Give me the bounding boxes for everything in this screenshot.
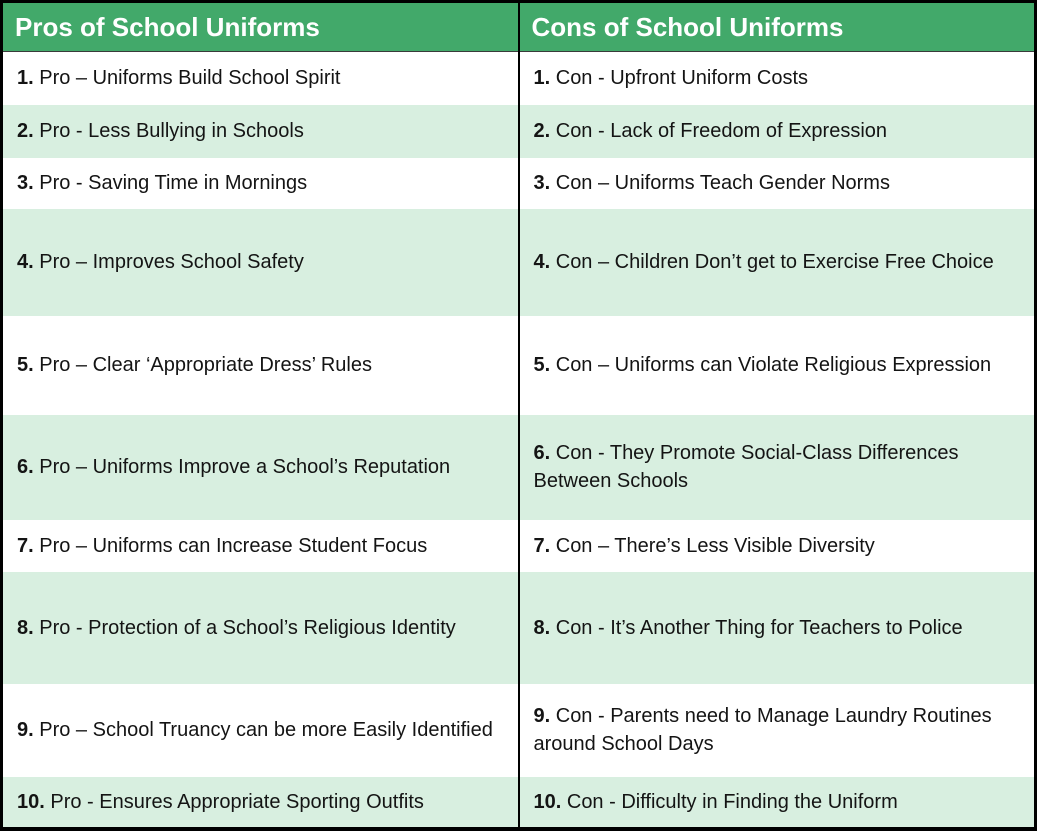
con-cell xyxy=(519,209,1036,316)
pro-text: Pro – Uniforms can Increase Student Focus xyxy=(33,534,428,557)
pro-text: Pro - Saving Time in Mornings xyxy=(33,172,308,194)
con-cell xyxy=(519,520,1036,572)
table-body xyxy=(2,52,1036,829)
pro-cell xyxy=(2,684,519,777)
table-row xyxy=(2,415,1036,520)
row-number: 6. xyxy=(533,442,551,464)
pro-cell xyxy=(2,520,519,572)
pro-cell xyxy=(2,572,519,684)
row-number: 9. xyxy=(533,705,551,727)
row-number: 3. xyxy=(533,172,551,194)
row-number: 10. xyxy=(533,790,562,813)
row-number: 2. xyxy=(533,120,551,142)
con-cell xyxy=(519,158,1036,209)
pro-cell xyxy=(2,316,519,415)
row-number: 8. xyxy=(17,616,34,639)
row-number: 7. xyxy=(533,534,551,557)
pro-cell xyxy=(2,415,519,520)
row-number: 5. xyxy=(17,354,34,376)
con-text: Con - Parents need to Manage Laundry Routines around School Days xyxy=(533,705,992,755)
row-number: 7. xyxy=(17,534,34,557)
row-number: 4. xyxy=(17,251,34,273)
table-row xyxy=(2,52,1036,105)
pro-text: Pro – Uniforms Improve a School’s Reputation xyxy=(33,456,451,478)
pro-text: Pro - Protection of a School’s Religious Identity xyxy=(33,616,456,639)
con-text: Con - Difficulty in Finding the Uniform xyxy=(561,790,898,813)
header-row xyxy=(2,2,1036,52)
con-text: Con – Children Don’t get to Exercise Free Choice xyxy=(550,251,994,273)
row-number: 6. xyxy=(17,456,34,478)
pro-cell xyxy=(2,158,519,209)
row-number: 1. xyxy=(533,67,551,90)
table-row xyxy=(2,520,1036,572)
con-text: Con - Lack of Freedom of Expression xyxy=(550,120,888,142)
table-row xyxy=(2,684,1036,777)
row-number: 4. xyxy=(533,251,551,273)
pro-cell xyxy=(2,777,519,829)
table-row xyxy=(2,572,1036,684)
con-cell xyxy=(519,52,1036,105)
con-text: Con – Uniforms Teach Gender Norms xyxy=(550,172,890,194)
pro-cell xyxy=(2,52,519,105)
pro-text: Pro - Ensures Appropriate Sporting Outfits xyxy=(44,790,424,813)
pro-cell xyxy=(2,209,519,316)
table-row xyxy=(2,316,1036,415)
con-cell xyxy=(519,105,1036,158)
pro-text: Pro – School Truancy can be more Easily Identified xyxy=(33,719,493,741)
con-text: Con - Upfront Uniform Costs xyxy=(550,67,809,90)
con-cell xyxy=(519,684,1036,777)
pros-header: Pros of School Uniforms xyxy=(2,2,519,52)
con-cell xyxy=(519,316,1036,415)
con-cell xyxy=(519,777,1036,829)
row-number: 5. xyxy=(533,354,551,376)
pro-text: Pro – Clear ‘Appropriate Dress’ Rules xyxy=(33,354,372,376)
pro-text: Pro – Improves School Safety xyxy=(33,251,304,273)
con-cell xyxy=(519,415,1036,520)
row-number: 2. xyxy=(17,120,34,142)
con-text: Con - They Promote Social-Class Differences Between Schools xyxy=(533,442,959,492)
con-cell xyxy=(519,572,1036,684)
row-number: 3. xyxy=(17,172,34,194)
table-row xyxy=(2,777,1036,829)
row-number: 9. xyxy=(17,719,34,741)
table-row xyxy=(2,209,1036,316)
pro-text: Pro - Less Bullying in Schools xyxy=(33,120,304,142)
con-text: Con – Uniforms can Violate Religious Expression xyxy=(550,354,992,376)
con-text: Con - It’s Another Thing for Teachers to Police xyxy=(550,616,963,639)
pro-text: Pro – Uniforms Build School Spirit xyxy=(33,67,341,90)
pro-cell xyxy=(2,105,519,158)
row-number: 10. xyxy=(17,790,45,813)
table-row xyxy=(2,105,1036,158)
cons-header: Cons of School Uniforms xyxy=(519,2,1036,52)
table-row xyxy=(2,158,1036,209)
table-header xyxy=(2,2,1036,52)
con-text: Con – There’s Less Visible Diversity xyxy=(550,534,875,557)
row-number: 1. xyxy=(17,67,34,90)
row-number: 8. xyxy=(533,616,551,639)
